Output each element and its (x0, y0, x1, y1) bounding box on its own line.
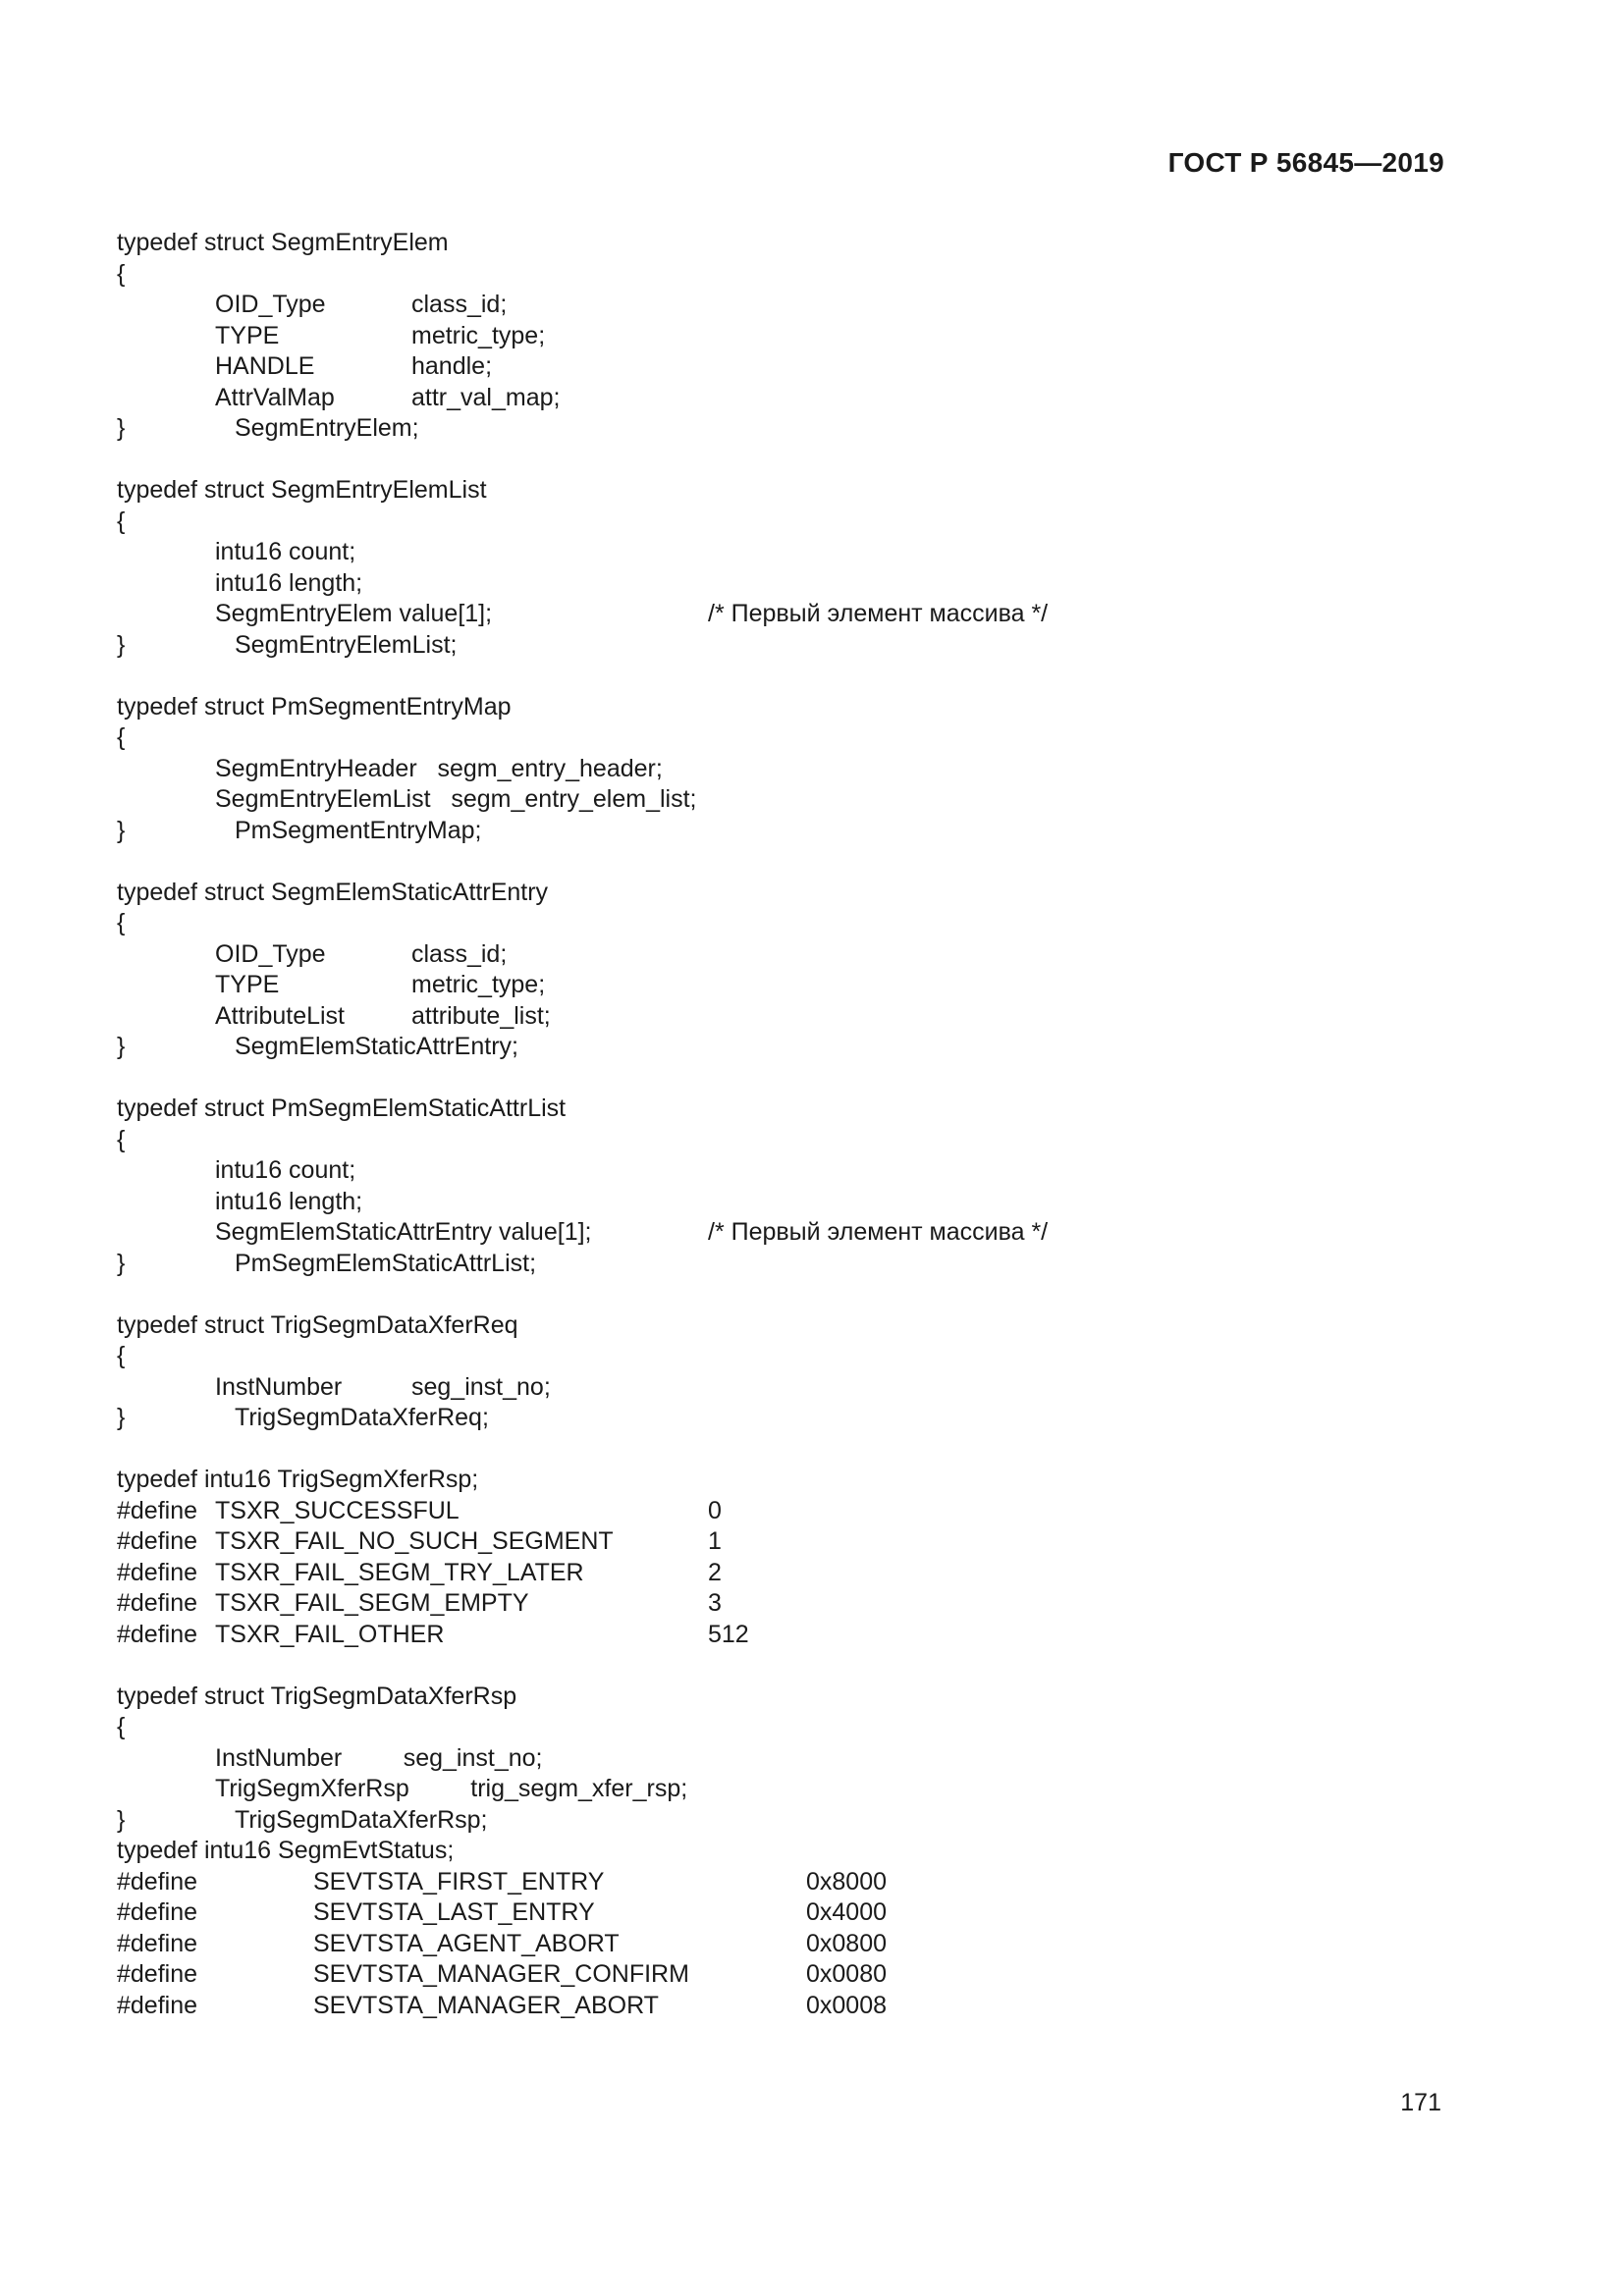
define-keyword: #define (117, 1929, 198, 1957)
blank-line (117, 1063, 1472, 1095)
code-line (117, 259, 1472, 291)
blank-line (117, 1434, 1472, 1466)
struct-alias-name: SegmEntryElem; (235, 414, 419, 442)
member-declaration: intu16 length; (215, 1187, 363, 1215)
code-line (117, 1774, 1472, 1805)
close-brace: } (117, 630, 126, 659)
typedef-declaration: typedef struct SegmEntryElem (117, 229, 449, 256)
field-name: seg_inst_no; (411, 1372, 551, 1401)
field-type: OID_Type (215, 291, 326, 318)
define-keyword: #define (117, 1496, 198, 1524)
close-brace: } (117, 816, 126, 844)
typedef-declaration: typedef struct SegmEntryElemList (117, 476, 487, 504)
code-line (117, 413, 1472, 445)
code-line (117, 1094, 1472, 1125)
define-name: TSXR_FAIL_SEGM_EMPTY (215, 1589, 529, 1617)
blank-line (117, 846, 1472, 878)
define-keyword: #define (117, 1558, 198, 1586)
struct-alias-name: SegmElemStaticAttrEntry; (235, 1033, 518, 1060)
define-value: 0x4000 (806, 1898, 888, 1926)
code-line (117, 1588, 1472, 1620)
define-name: TSXR_FAIL_NO_SUCH_SEGMENT (215, 1527, 614, 1555)
field-name: attr_val_map; (411, 383, 561, 411)
code-line (117, 908, 1472, 939)
code-line (117, 537, 1472, 568)
code-line (117, 939, 1472, 971)
page-number: 171 (1400, 2089, 1441, 2116)
open-brace: { (117, 507, 126, 535)
document-header: ГОСТ Р 56845—2019 (1167, 147, 1444, 178)
struct-alias-name: TrigSegmDataXferRsp; (235, 1805, 488, 1834)
code-line (117, 321, 1472, 352)
code-line (117, 1310, 1472, 1342)
code-line (117, 878, 1472, 909)
close-brace: } (117, 1404, 126, 1431)
code-line (117, 1403, 1472, 1434)
define-keyword: #define (117, 1960, 198, 1988)
code-line (117, 1959, 1472, 1991)
open-brace: { (117, 1713, 126, 1740)
code-line (117, 1465, 1472, 1496)
code-comment: /* Первый элемент массива */ (708, 600, 1049, 627)
define-value: 512 (708, 1620, 749, 1648)
code-line (117, 1712, 1472, 1743)
struct-alias-name: TrigSegmDataXferReq; (235, 1404, 489, 1431)
define-value: 0x8000 (806, 1867, 888, 1896)
code-line (117, 1155, 1472, 1187)
field-type: TYPE (215, 971, 280, 998)
code-line (117, 1897, 1472, 1929)
code-line (117, 1372, 1472, 1404)
code-line (117, 1341, 1472, 1372)
define-value: 0x0080 (806, 1960, 888, 1988)
define-name: TSXR_SUCCESSFUL (215, 1496, 460, 1524)
field-type: HANDLE (215, 352, 315, 380)
blank-line (117, 661, 1472, 692)
code-line (117, 290, 1472, 321)
field-name: class_id; (411, 291, 508, 318)
define-value: 1 (708, 1527, 722, 1555)
field-name: metric_type; (411, 971, 546, 998)
member-declaration: intu16 length; (215, 568, 363, 597)
code-line (117, 1991, 1472, 2022)
define-value: 2 (708, 1558, 722, 1586)
code-line (117, 475, 1472, 507)
code-line (117, 1929, 1472, 1960)
field-type: AttributeList (215, 1001, 346, 1030)
typedef-declaration: typedef struct TrigSegmDataXferReq (117, 1310, 518, 1339)
field-type: AttrValMap (215, 383, 335, 411)
code-line (117, 1249, 1472, 1280)
code-line (117, 630, 1472, 662)
close-brace: } (117, 414, 126, 442)
define-value: 0x0800 (806, 1929, 888, 1957)
field-name: class_id; (411, 939, 508, 968)
code-line (117, 1682, 1472, 1713)
define-name: SEVTSTA_FIRST_ENTRY (313, 1867, 605, 1896)
code-line (117, 383, 1472, 414)
code-line (117, 1187, 1472, 1218)
blank-line (117, 1650, 1472, 1682)
code-line (117, 568, 1472, 600)
define-value: 0x0008 (806, 1991, 888, 2019)
typedef-declaration: typedef struct PmSegmentEntryMap (117, 692, 512, 721)
code-line (117, 1217, 1472, 1249)
code-line (117, 754, 1472, 785)
field-name: attribute_list; (411, 1001, 551, 1030)
code-listing (117, 228, 1472, 2021)
typedef-declaration: typedef struct PmSegmElemStaticAttrList (117, 1095, 567, 1122)
define-name: SEVTSTA_AGENT_ABORT (313, 1929, 620, 1957)
code-line (117, 1836, 1472, 1867)
code-line (117, 1526, 1472, 1558)
code-line (117, 1558, 1472, 1589)
code-line (117, 692, 1472, 723)
code-comment: /* Первый элемент массива */ (708, 1218, 1049, 1246)
field-type: InstNumber (215, 1372, 343, 1401)
typedef-declaration: typedef struct SegmElemStaticAttrEntry (117, 878, 549, 906)
close-brace: } (117, 1805, 126, 1834)
code-line (117, 1620, 1472, 1651)
member-declaration: SegmEntryElem value[1]; (215, 600, 493, 627)
define-name: TSXR_FAIL_OTHER (215, 1620, 445, 1648)
define-keyword: #define (117, 1898, 198, 1926)
code-line (117, 722, 1472, 754)
struct-alias-name: PmSegmElemStaticAttrList; (235, 1249, 537, 1277)
code-line (117, 1496, 1472, 1527)
typedef-declaration: typedef intu16 SegmEvtStatus; (117, 1837, 455, 1864)
open-brace: { (117, 723, 126, 751)
define-name: SEVTSTA_LAST_ENTRY (313, 1898, 595, 1926)
field-name: metric_type; (411, 321, 546, 349)
member-declaration: intu16 count; (215, 538, 356, 565)
typedef-declaration: typedef struct TrigSegmDataXferRsp (117, 1682, 517, 1710)
define-name: SEVTSTA_MANAGER_ABORT (313, 1991, 659, 2019)
define-keyword: #define (117, 1620, 198, 1648)
define-name: SEVTSTA_MANAGER_CONFIRM (313, 1960, 689, 1988)
code-line (117, 1743, 1472, 1775)
code-line (117, 599, 1472, 630)
struct-alias-name: SegmEntryElemList; (235, 630, 458, 659)
define-keyword: #define (117, 1991, 198, 2019)
field-name: handle; (411, 352, 493, 380)
code-line (117, 784, 1472, 816)
define-keyword: #define (117, 1589, 198, 1617)
code-line (117, 970, 1472, 1001)
code-line (117, 816, 1472, 847)
define-keyword: #define (117, 1867, 198, 1896)
open-brace: { (117, 1125, 126, 1153)
open-brace: { (117, 259, 126, 288)
close-brace: } (117, 1033, 126, 1060)
code-line (117, 1125, 1472, 1156)
define-value: 0 (708, 1496, 722, 1524)
define-keyword: #define (117, 1527, 198, 1555)
field-type: OID_Type (215, 939, 326, 968)
member-declaration: SegmElemStaticAttrEntry value[1]; (215, 1218, 592, 1246)
member-declaration: SegmEntryHeader segm_entry_header; (215, 754, 663, 782)
code-line (117, 507, 1472, 538)
member-declaration: TrigSegmXferRsp trig_segm_xfer_rsp; (215, 1775, 688, 1802)
blank-line (117, 445, 1472, 476)
define-value: 3 (708, 1589, 722, 1617)
code-line (117, 351, 1472, 383)
code-line (117, 1805, 1472, 1837)
member-declaration: SegmEntryElemList segm_entry_elem_list; (215, 785, 697, 813)
field-type: TYPE (215, 321, 280, 349)
code-line (117, 1001, 1472, 1033)
member-declaration: InstNumber seg_inst_no; (215, 1743, 543, 1772)
member-declaration: intu16 count; (215, 1156, 356, 1184)
open-brace: { (117, 909, 126, 936)
open-brace: { (117, 1342, 126, 1369)
typedef-declaration: typedef intu16 TrigSegmXferRsp; (117, 1466, 479, 1493)
define-name: TSXR_FAIL_SEGM_TRY_LATER (215, 1558, 584, 1586)
code-line (117, 1032, 1472, 1063)
blank-line (117, 1279, 1472, 1310)
close-brace: } (117, 1249, 126, 1277)
code-line (117, 1867, 1472, 1898)
struct-alias-name: PmSegmentEntryMap; (235, 816, 482, 844)
code-line (117, 228, 1472, 259)
